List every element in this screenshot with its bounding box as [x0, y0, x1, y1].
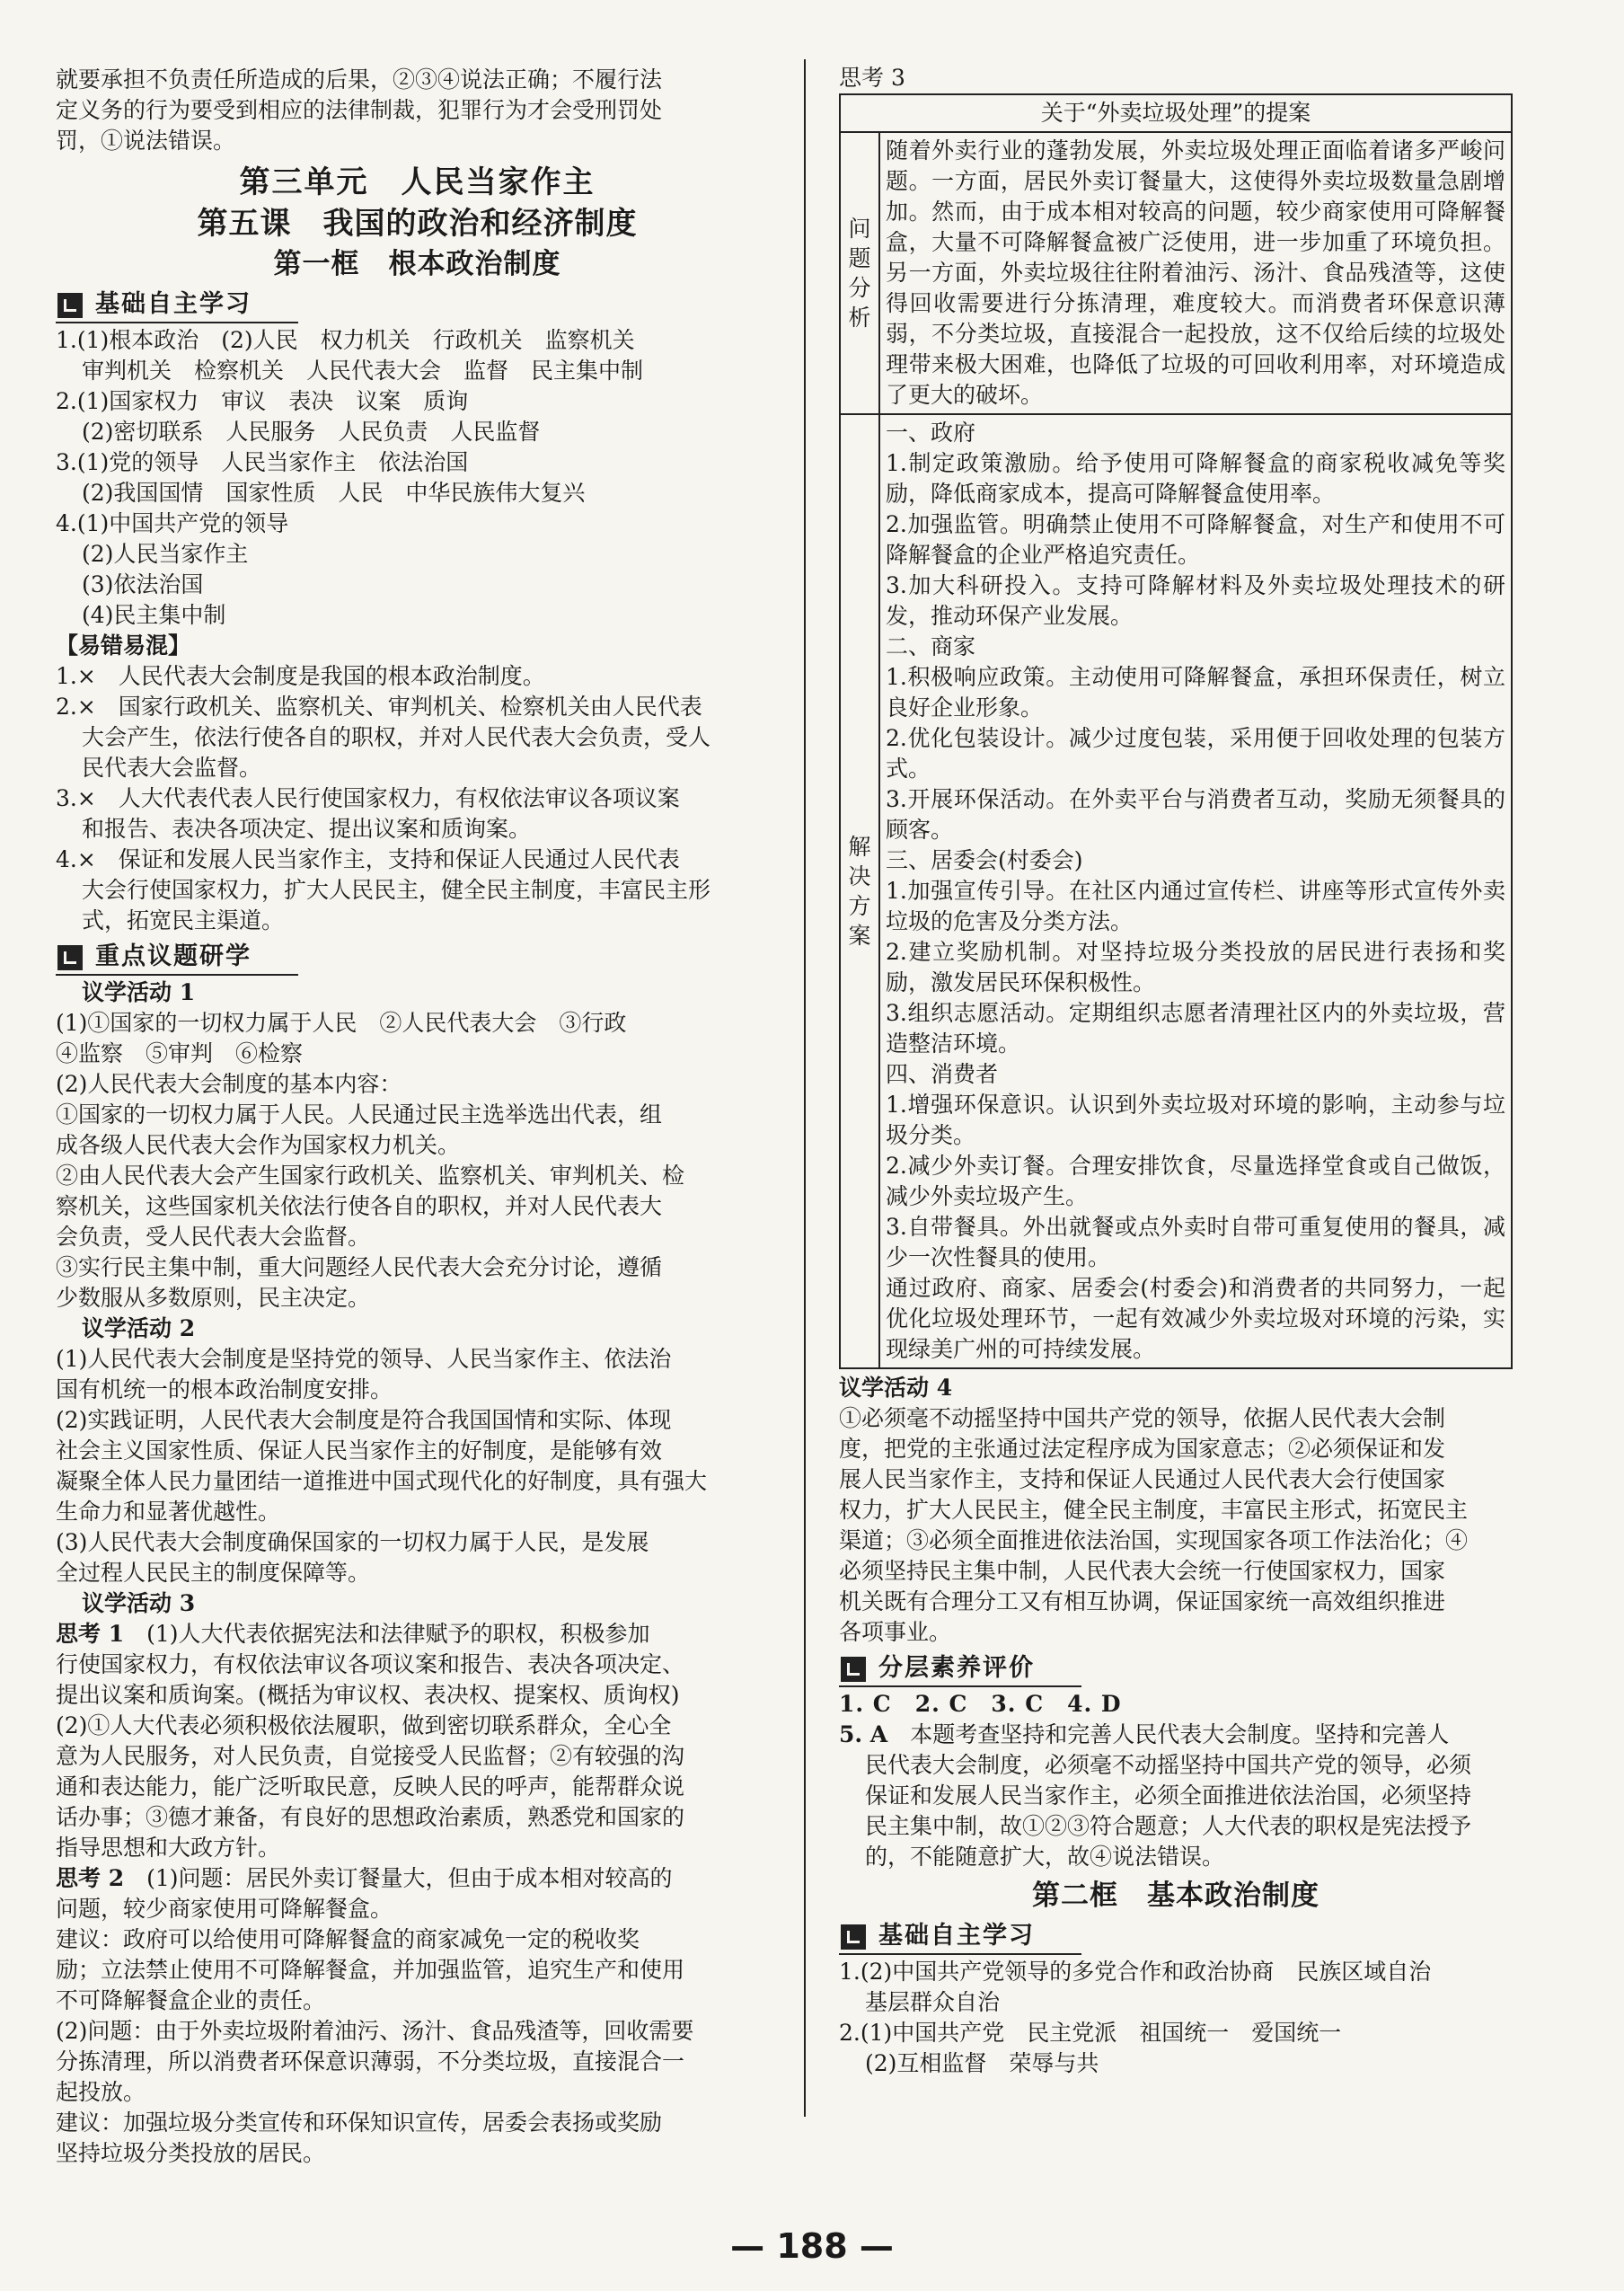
text-line: 生命力和显著优越性。 — [56, 1499, 281, 1525]
text-line: 度，把党的主张通过法定程序成为国家意志；②必须保证和发 — [839, 1436, 1446, 1462]
text-line: 2.优化包装设计。减少过度包装，采用便于回收处理的包装方式。 — [886, 725, 1505, 782]
unit-title: 第三单元 人民当家作主 — [239, 164, 596, 200]
section-label: 基础自主学习 — [878, 1922, 1035, 1950]
text-line: 2.加强监管。明确禁止使用不可降解餐盒，对生产和使用不可降解餐盒的企业严格追究责任。 — [886, 511, 1505, 568]
label-char: 问 — [848, 216, 871, 242]
text-line: 三、居委会(村委会) — [886, 847, 1083, 873]
text-line: (4)民主集中制 — [82, 602, 226, 628]
right-column — [839, 65, 1513, 2079]
mix-title: 【易错易混】 — [56, 632, 191, 659]
activity-4 — [839, 1403, 1513, 1648]
text-line: 3.加大科研投入。支持可降解材料及外卖垃圾处理技术的研发，推动环保产业发展。 — [886, 572, 1505, 629]
text-line: 1.(1)根本政治 (2)人民 权力机关 行政机关 监察机关 — [56, 327, 635, 353]
text-line: 4.× 保证和发展人民当家作主，支持和保证人民通过人民代表 — [56, 846, 680, 872]
section-header — [839, 1651, 1513, 1687]
text-line: 四、消费者 — [886, 1061, 999, 1087]
section-label: 重点议题研学 — [95, 942, 252, 970]
activity-title: 议学活动 1 — [82, 979, 196, 1005]
text-line: 少数服从多数原则，民主决定。 — [56, 1285, 371, 1311]
text-line: 会负责，受人民代表大会监督。 — [56, 1224, 371, 1250]
text-line: 2.建立奖励机制。对坚持垃圾分类投放的居民进行表扬和奖励，激发居民环保积极性。 — [886, 939, 1505, 995]
text-line: (2)人民当家作主 — [82, 541, 249, 567]
text-line: (1)①国家的一切权力属于人民 ②人民代表大会 ③行政 — [56, 1010, 627, 1036]
text-line: 的，不能随意扩大，故④说法错误。 — [865, 1844, 1225, 1870]
text-line: (3)人民代表大会制度确保国家的一切权力属于人民，是发展 — [56, 1529, 649, 1555]
text-line: 不可降解餐盒企业的责任。 — [56, 1987, 326, 2013]
think-2 — [56, 1863, 779, 2169]
text-line: 1.加强宣传引导。在社区内通过宣传栏、讲座等形式宣传外卖垃圾的危害及分类方法。 — [886, 878, 1505, 934]
text-line: 通和表达能力，能广泛听取民意，反映人民的呼声，能帮群众说 — [56, 1774, 685, 1800]
text-line: 二、商家 — [886, 633, 976, 659]
text-line: 和报告、表决各项决定、提出议案和质询案。 — [82, 816, 532, 842]
text-line — [839, 1720, 1513, 1750]
section-label: 基础自主学习 — [95, 290, 252, 318]
text-line — [56, 1619, 779, 1650]
text-line: 行使国家权力，有权依法审议各项议案和报告、表决各项决定、 — [56, 1651, 685, 1677]
activity-2 — [56, 1344, 779, 1588]
text-line: 权力，扩大人民民主，健全民主制度，丰富民主形式，拓宽民主 — [839, 1497, 1469, 1523]
text-line: (1)人民代表大会制度是坚持党的领导、人民当家作主、依法治 — [56, 1346, 672, 1372]
choice-answers: 1. C 2. C 3. C 4. D — [839, 1691, 1122, 1717]
arrow-icon — [57, 945, 83, 970]
text-line: 建议：政府可以给使用可降解餐盒的商家减免一定的税收奖 — [56, 1926, 640, 1952]
text-line: 民代表大会监督。 — [82, 755, 262, 781]
text-line: 话办事；③德才兼备，有良好的思想政治素质，熟悉党和国家的 — [56, 1804, 685, 1830]
basic-answers — [56, 325, 779, 631]
text-line: 机关既有合理分工又有相互协调，保证国家统一高效组织推进 — [839, 1588, 1446, 1614]
label-char: 决 — [848, 863, 871, 889]
activity-title: 议学活动 2 — [82, 1315, 196, 1341]
text-line: 审判机关 检察机关 人民代表大会 监督 民主集中制 — [82, 358, 644, 384]
text-line: 保证和发展人民当家作主，必须全面推进依法治国，必须坚持 — [865, 1782, 1472, 1809]
text-line: 提出议案和质询案。(概括为审议权、表决权、提案权、质询权) — [56, 1682, 680, 1708]
answer-text: 本题考查坚持和完善人民代表大会制度。坚持和完善人 — [910, 1721, 1450, 1747]
text-line: 3.自带餐具。外出就餐或点外卖时自带可重复使用的餐具，减少一次性餐具的使用。 — [886, 1214, 1505, 1270]
label-char: 方 — [848, 893, 871, 919]
label-char: 析 — [848, 305, 871, 331]
think-3-label: 思考 3 — [839, 65, 905, 91]
text-line: 成各级人民代表大会作为国家权力机关。 — [56, 1132, 461, 1158]
text-line: 基层群众自治 — [865, 1989, 1001, 2015]
text-line: 必须坚持民主集中制，人民代表大会统一行使国家权力，国家 — [839, 1558, 1446, 1584]
activity-title: 议学活动 3 — [82, 1590, 196, 1616]
text-line: 大会行使国家权力，扩大人民民主，健全民主制度，丰富民主形 — [82, 877, 711, 903]
intro-paragraph — [56, 65, 779, 156]
text-line: ①必须毫不动摇坚持中国共产党的领导，依据人民代表大会制 — [839, 1405, 1446, 1431]
text-line: 问题，较少商家使用可降解餐盒。 — [56, 1896, 393, 1922]
text-line: 定义务的行为要受到相应的法律制裁，犯罪行为才会受刑罚处 — [56, 97, 663, 123]
text-line: 一、政府 — [886, 420, 976, 446]
text-line: 坚持垃圾分类投放的居民。 — [56, 2140, 326, 2166]
arrow-icon — [841, 1657, 866, 1682]
text-line: 1.(2)中国共产党领导的多党合作和政治协商 民族区域自治 — [839, 1959, 1432, 1985]
text-line: 分拣清理，所以消费者环保意识薄弱，不分类垃圾，直接混合一 — [56, 2048, 685, 2074]
label-char: 题 — [848, 245, 871, 271]
text-line: 就要承担不负责任所造成的后果，②③④说法正确；不履行法 — [56, 66, 663, 93]
text-line: 各项事业。 — [839, 1619, 952, 1645]
frame-title: 第一框 根本政治制度 — [273, 248, 561, 280]
text-line: (2)实践证明，人民代表大会制度是符合我国国情和实际、体现 — [56, 1407, 672, 1433]
text-line: 4.(1)中国共产党的领导 — [56, 510, 289, 536]
text-line: 国有机统一的根本政治制度安排。 — [56, 1376, 393, 1402]
text-line: 意为人民服务，对人民负责，自觉接受人民监督；②有较强的沟 — [56, 1743, 685, 1769]
answer-label: 5. A — [839, 1721, 888, 1747]
text-line: (2)我国国情 国家性质 人民 中华民族伟大复兴 — [82, 480, 586, 506]
left-column — [56, 65, 779, 2169]
label-char: 分 — [848, 275, 871, 301]
solution-label — [840, 414, 879, 1368]
text-line: 民代表大会制度，必须毫不动摇坚持中国共产党的领导，必须 — [865, 1752, 1472, 1778]
text-line: 3.组织志愿活动。定期组织志愿者清理社区内的外卖垃圾，营造整洁环境。 — [886, 1000, 1505, 1057]
text-line: (3)依法治国 — [82, 571, 204, 597]
problem-label — [840, 132, 879, 414]
section-header — [839, 1919, 1513, 1955]
text-line: ②由人民代表大会产生国家行政机关、监察机关、审判机关、检 — [56, 1163, 685, 1189]
section-label: 分层素养评价 — [878, 1654, 1035, 1682]
text-line: 民主集中制，故①②③符合题意；人大代表的职权是宪法授予 — [865, 1813, 1472, 1839]
frame-title: 第二框 基本政治制度 — [1032, 1880, 1320, 1912]
column-divider — [804, 59, 806, 2117]
text-line: ③实行民主集中制，重大问题经人民代表大会充分讨论，遵循 — [56, 1254, 663, 1280]
arrow-icon — [57, 293, 83, 318]
basic-answers-2 — [839, 1957, 1513, 2079]
text-line: 渠道；③必须全面推进依法治国，实现国家各项工作法治化；④ — [839, 1527, 1469, 1553]
text-line: 2.(1)国家权力 审议 表决 议案 质询 — [56, 388, 469, 414]
label-char: 解 — [848, 834, 871, 860]
text-line: (2)密切联系 人民服务 人民负责 人民监督 — [82, 419, 541, 445]
label-char: 案 — [848, 923, 871, 949]
text-line: (2)互相监督 荣辱与共 — [865, 2050, 1099, 2076]
text-line: 3.× 人大代表代表人民行使国家权力，有权依法审议各项议案 — [56, 785, 680, 811]
think-text: (1)人大代表依据宪法和法律赋予的职权，积极参加 — [124, 1621, 650, 1647]
table-title: 关于“外卖垃圾处理”的提案 — [840, 94, 1512, 132]
text-line — [56, 1863, 779, 1894]
text-line: 2.减少外卖订餐。合理安排饮食，尽量选择堂食或自己做饭，减少外卖垃圾产生。 — [886, 1153, 1505, 1209]
page-number: — 188 — — [730, 2226, 894, 2266]
text-line: 3.(1)党的领导 人民当家作主 依法治国 — [56, 449, 469, 475]
lesson-title: 第五课 我国的政治和经济制度 — [197, 206, 638, 242]
problem-text: 随着外卖行业的蓬勃发展，外卖垃圾处理正面临着诸多严峻问题。一方面，居民外卖订餐量大，这使得外卖垃圾数量急剧增加。然而，由于成本相对较高的问题，较少商家使用可降解餐盒，大量不可降解餐盒被广泛使用，进一步加重了环境负担。另一方面，外卖垃圾往往附着油污、汤汁、食品残渣等，这使得回收需要进行分拣清理，难度较大。而消费者环保意识薄弱，不分类垃圾，直接混合一起投放，这不仅给后续的垃圾处理带来极大困难，也降低了垃圾的可回收利用率，对环境造成了更大的破坏。 — [879, 132, 1512, 414]
text-line: 1.制定政策激励。给予使用可降解餐盒的商家税收减免等奖励，降低商家成本，提高可降解餐盒使用率。 — [886, 450, 1505, 507]
solution-text — [879, 414, 1512, 1368]
text-line: 3.开展环保活动。在外卖平台与消费者互动，奖励无须餐具的顾客。 — [886, 786, 1505, 843]
activity-1 — [56, 1008, 779, 1314]
text-line: 指导思想和大政方针。 — [56, 1835, 281, 1861]
text-line: ④监察 ⑤审判 ⑥检察 — [56, 1040, 304, 1066]
section-header — [56, 940, 779, 976]
text-line: 罚，①说法错误。 — [56, 128, 236, 154]
text-line: 大会产生，依法行使各自的职权，并对人民代表大会负责，受人 — [82, 724, 711, 750]
text-line: ①国家的一切权力属于人民。人民通过民主选举选出代表，组 — [56, 1101, 663, 1128]
text-line: 察机关，这些国家机关依法行使各自的职权，并对人民代表大 — [56, 1193, 663, 1219]
text-line: 励；立法禁止使用不可降解餐盒，并加强监管，追究生产和使用 — [56, 1957, 685, 1983]
text-line: 1.增强环保意识。认识到外卖垃圾对环境的影响，主动参与垃圾分类。 — [886, 1092, 1505, 1148]
text-line: 式，拓宽民主渠道。 — [82, 907, 285, 933]
text-line: 2.× 国家行政机关、监察机关、审判机关、检察机关由人民代表 — [56, 694, 702, 720]
proposal-table — [839, 93, 1513, 1369]
text-line: (2)①人大代表必须积极依法履职，做到密切联系群众，全心全 — [56, 1712, 672, 1738]
text-line: (2)人民代表大会制度的基本内容： — [56, 1071, 402, 1097]
think-1 — [56, 1619, 779, 1863]
text-line: (2)问题：由于外卖垃圾附着油污、汤汁、食品残渣等，回收需要 — [56, 2018, 694, 2044]
text-line: 2.(1)中国共产党 民主党派 祖国统一 爱国统一 — [839, 2020, 1342, 2046]
text-line: 1.积极响应政策。主动使用可降解餐盒，承担环保责任，树立良好企业形象。 — [886, 664, 1505, 721]
text-line: 起投放。 — [56, 2079, 146, 2105]
arrow-icon — [841, 1924, 866, 1950]
activity-title: 议学活动 4 — [839, 1375, 953, 1401]
answer-5 — [839, 1720, 1513, 1872]
text-line: 全过程人民民主的制度保障等。 — [56, 1560, 371, 1586]
text-line: 通过政府、商家、居委会(村委会)和消费者的共同努力，一起优化垃圾处理环节，一起有效减少外卖垃圾对环境的污染，实现绿美广州的可持续发展。 — [886, 1275, 1505, 1362]
think-label: 思考 2 — [56, 1865, 125, 1891]
text-line: 社会主义国家性质、保证人民当家作主的好制度，是能够有效 — [56, 1437, 663, 1464]
text-line: 展人民当家作主，支持和保证人民通过人民代表大会行使国家 — [839, 1466, 1446, 1492]
text-line: 1.× 人民代表大会制度是我国的根本政治制度。 — [56, 663, 545, 689]
text-line: 凝聚全体人民力量团结一道推进中国式现代化的好制度，具有强大 — [56, 1468, 708, 1494]
text-line: 建议：加强垃圾分类宣传和环保知识宣传，居委会表扬或奖励 — [56, 2110, 663, 2136]
think-label: 思考 1 — [56, 1621, 125, 1647]
mix-answers — [56, 661, 779, 936]
section-header — [56, 287, 779, 323]
think-text: (1)问题：居民外卖订餐量大，但由于成本相对较高的 — [124, 1865, 673, 1891]
